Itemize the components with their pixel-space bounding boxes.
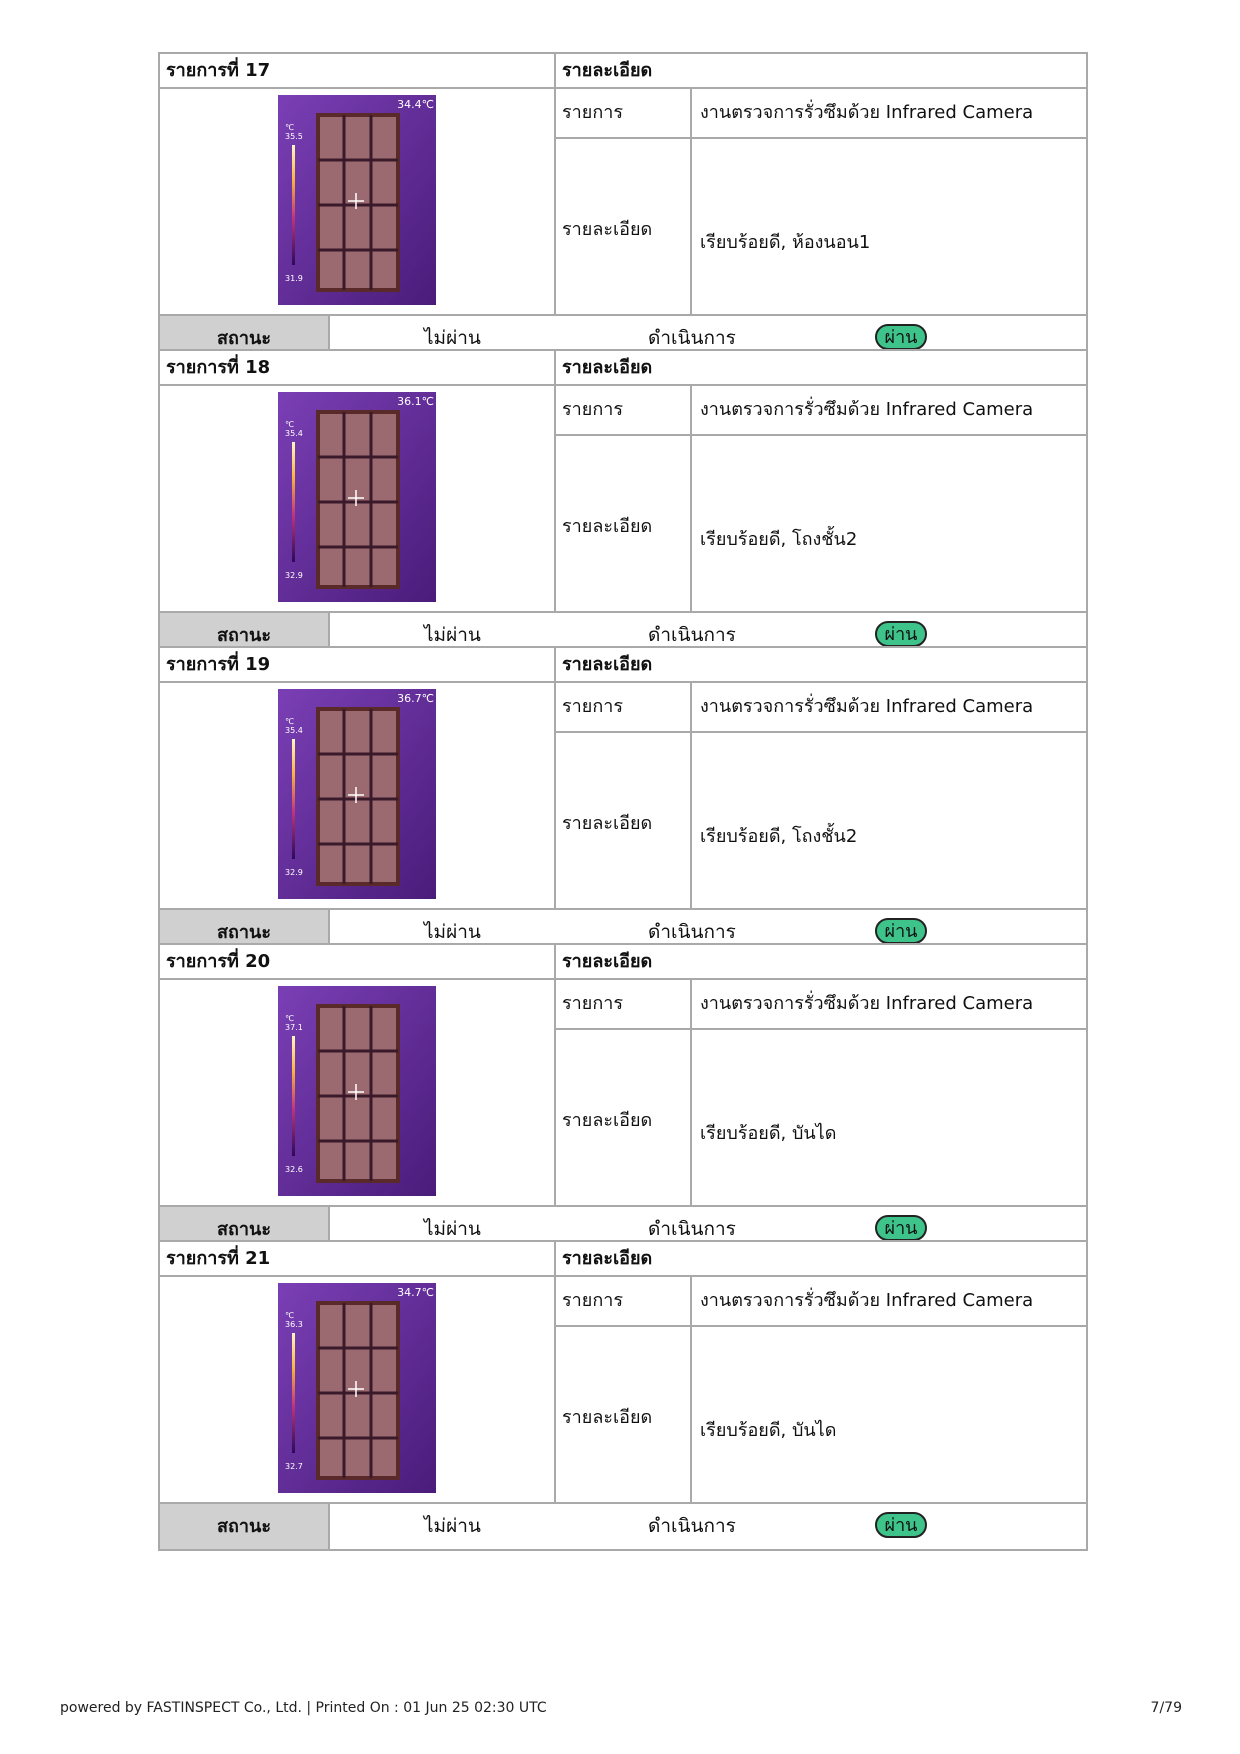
detail-header: รายละเอียด bbox=[562, 1248, 653, 1269]
item-value: งานตรวจการรั่วซึมด้วย Infrared Camera bbox=[700, 102, 1034, 123]
status-label: สถานะ bbox=[160, 910, 330, 955]
thermal-image[interactable] bbox=[278, 1283, 436, 1493]
status-option-pass[interactable]: ผ่าน bbox=[875, 621, 927, 647]
inspection-card bbox=[158, 1240, 1088, 1551]
item-label: รายการ bbox=[556, 980, 692, 1028]
status-label: สถานะ bbox=[160, 1207, 330, 1252]
item-value: งานตรวจการรั่วซึมด้วย Infrared Camera bbox=[700, 1290, 1034, 1311]
detail-label: รายละเอียด bbox=[562, 813, 653, 834]
status-option-in-progress[interactable]: ดำเนินการ bbox=[648, 1218, 736, 1240]
detail-label: รายละเอียด bbox=[562, 1110, 653, 1131]
detail-value: เรียบร้อยดี, บันได bbox=[700, 1420, 837, 1441]
scale-bottom-value: 31.9 bbox=[285, 274, 303, 283]
status-label: สถานะ bbox=[160, 613, 330, 658]
item-value: งานตรวจการรั่วซึมด้วย Infrared Camera bbox=[700, 696, 1034, 717]
item-title: รายการที่ 19 bbox=[160, 648, 556, 681]
status-option-fail[interactable]: ไม่ผ่าน bbox=[424, 327, 481, 349]
inspection-card bbox=[158, 943, 1088, 1254]
image-cell bbox=[160, 980, 556, 1205]
scale-top-value: ℃ 35.5 bbox=[285, 123, 303, 141]
max-temperature: 36.7℃ bbox=[397, 692, 434, 705]
scale-top-value: ℃ 37.1 bbox=[285, 1014, 303, 1032]
detail-label-cell bbox=[556, 1030, 692, 1205]
detail-header: รายละเอียด bbox=[562, 654, 653, 675]
item-label: รายการ bbox=[556, 1277, 692, 1325]
status-option-in-progress[interactable]: ดำเนินการ bbox=[648, 921, 736, 943]
thermal-image[interactable] bbox=[278, 986, 436, 1196]
detail-label-cell bbox=[556, 733, 692, 908]
detail-header: รายละเอียด bbox=[562, 60, 653, 81]
scale-top-value: ℃ 35.4 bbox=[285, 420, 303, 438]
item-label: รายการ bbox=[556, 386, 692, 434]
detail-value-cell bbox=[692, 1327, 1086, 1502]
status-option-pass[interactable]: ผ่าน bbox=[875, 918, 927, 944]
footer-powered-by: powered by FASTINSPECT Co., Ltd. | Printed On : 01 Jun 25 02:30 UTC bbox=[60, 1700, 547, 1716]
image-cell bbox=[160, 89, 556, 314]
item-value: งานตรวจการรั่วซึมด้วย Infrared Camera bbox=[700, 993, 1034, 1014]
image-cell bbox=[160, 683, 556, 908]
detail-value-cell bbox=[692, 733, 1086, 908]
scale-top-value: ℃ 36.3 bbox=[285, 1311, 303, 1329]
item-label: รายการ bbox=[556, 683, 692, 731]
item-title: รายการที่ 18 bbox=[160, 351, 556, 384]
status-option-pass[interactable]: ผ่าน bbox=[875, 1512, 927, 1538]
detail-value-cell bbox=[692, 1030, 1086, 1205]
inspection-card bbox=[158, 349, 1088, 660]
detail-label-cell bbox=[556, 1327, 692, 1502]
status-option-pass[interactable]: ผ่าน bbox=[875, 324, 927, 350]
thermal-image[interactable] bbox=[278, 95, 436, 305]
inspection-card bbox=[158, 52, 1088, 363]
status-option-fail[interactable]: ไม่ผ่าน bbox=[424, 624, 481, 646]
detail-value: เรียบร้อยดี, บันได bbox=[700, 1123, 837, 1144]
page-number: 7/79 bbox=[1150, 1700, 1182, 1716]
detail-value-cell bbox=[692, 139, 1086, 314]
detail-label-cell bbox=[556, 139, 692, 314]
item-title: รายการที่ 17 bbox=[160, 54, 556, 87]
item-label: รายการ bbox=[556, 89, 692, 137]
status-option-in-progress[interactable]: ดำเนินการ bbox=[648, 327, 736, 349]
status-option-fail[interactable]: ไม่ผ่าน bbox=[424, 1218, 481, 1240]
max-temperature: 34.7℃ bbox=[397, 1286, 434, 1299]
status-label: สถานะ bbox=[160, 316, 330, 361]
status-option-pass[interactable]: ผ่าน bbox=[875, 1215, 927, 1241]
detail-value: เรียบร้อยดี, โถงชั้น2 bbox=[700, 826, 858, 847]
image-cell bbox=[160, 1277, 556, 1502]
scale-bottom-value: 32.7 bbox=[285, 1462, 303, 1471]
thermal-image[interactable] bbox=[278, 392, 436, 602]
max-temperature: 36.1℃ bbox=[397, 395, 434, 408]
image-cell bbox=[160, 386, 556, 611]
thermal-image[interactable] bbox=[278, 689, 436, 899]
detail-header: รายละเอียด bbox=[562, 951, 653, 972]
status-label: สถานะ bbox=[160, 1504, 330, 1549]
detail-label-cell bbox=[556, 436, 692, 611]
detail-label: รายละเอียด bbox=[562, 219, 653, 240]
inspection-card bbox=[158, 646, 1088, 957]
scale-bottom-value: 32.6 bbox=[285, 1165, 303, 1174]
max-temperature: 34.4℃ bbox=[397, 98, 434, 111]
detail-label: รายละเอียด bbox=[562, 1407, 653, 1428]
item-value: งานตรวจการรั่วซึมด้วย Infrared Camera bbox=[700, 399, 1034, 420]
detail-label: รายละเอียด bbox=[562, 516, 653, 537]
scale-top-value: ℃ 35.4 bbox=[285, 717, 303, 735]
scale-bottom-value: 32.9 bbox=[285, 571, 303, 580]
detail-header: รายละเอียด bbox=[562, 357, 653, 378]
scale-bottom-value: 32.9 bbox=[285, 868, 303, 877]
detail-value-cell bbox=[692, 436, 1086, 611]
detail-value: เรียบร้อยดี, ห้องนอน1 bbox=[700, 232, 871, 253]
detail-value: เรียบร้อยดี, โถงชั้น2 bbox=[700, 529, 858, 550]
status-option-fail[interactable]: ไม่ผ่าน bbox=[424, 921, 481, 943]
item-title: รายการที่ 20 bbox=[160, 945, 556, 978]
status-option-in-progress[interactable]: ดำเนินการ bbox=[648, 1515, 736, 1537]
status-option-in-progress[interactable]: ดำเนินการ bbox=[648, 624, 736, 646]
item-title: รายการที่ 21 bbox=[160, 1242, 556, 1275]
status-option-fail[interactable]: ไม่ผ่าน bbox=[424, 1515, 481, 1537]
